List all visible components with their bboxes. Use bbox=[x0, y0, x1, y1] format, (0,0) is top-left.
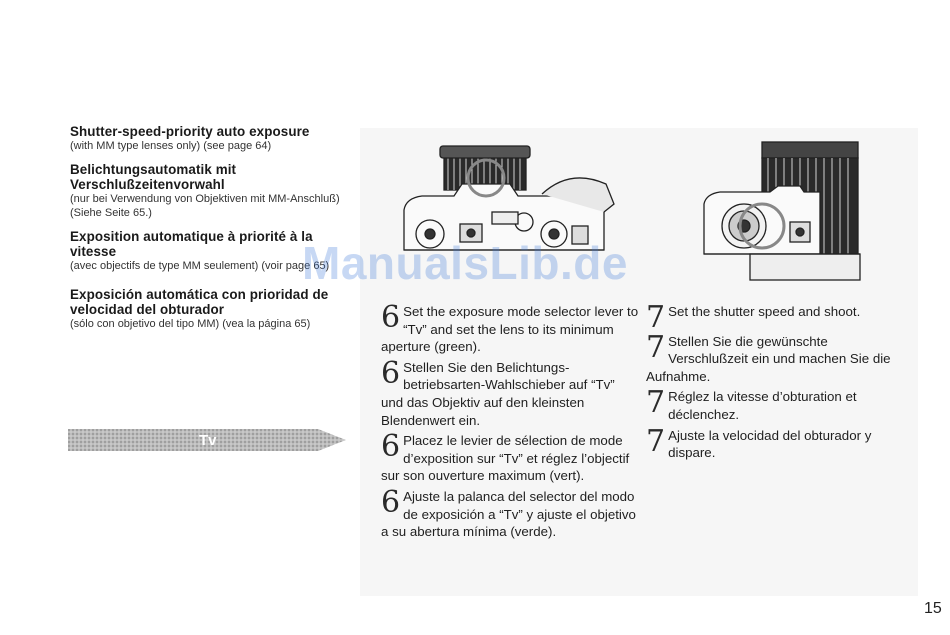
step-text: Ajuste la velocidad del obturador y dispare. bbox=[668, 427, 872, 461]
step-text: Stellen Sie die gewünschte Verschlußzeit ein und machen Sie die Aufnahme. bbox=[646, 333, 891, 384]
section-english bbox=[70, 124, 355, 154]
step6-column bbox=[381, 300, 639, 544]
section-heading: Exposition automatique à priorité à la vitesse bbox=[70, 228, 313, 259]
step-number: 6 bbox=[381, 484, 401, 520]
step7-spanish bbox=[646, 423, 908, 462]
tv-arrow-banner bbox=[68, 425, 346, 455]
section-spanish bbox=[70, 287, 355, 332]
section-heading: Exposición automática con prioridad de velocidad del obturador bbox=[70, 287, 329, 317]
step-text: Placez le levier de sélection de mode d’exposition sur “Tv” et réglez l’objectif sur son ouverture maximum (vert). bbox=[381, 433, 630, 484]
step-number: 7 bbox=[646, 385, 666, 421]
step-text: Set the exposure mode selector lever to “Tv” and set the lens to its minimum aperture (green). bbox=[381, 304, 639, 355]
step7-column bbox=[646, 300, 908, 465]
camera-illustration-step7 bbox=[700, 138, 870, 293]
step-number: 7 bbox=[646, 300, 666, 335]
step-text: Stellen Sie den Belichtungs-betriebsarten-Wahlschieber auf “Tv” und das Objektiv auf den kleinsten Blendenwert ein. bbox=[381, 359, 615, 428]
step-number: 6 bbox=[381, 300, 401, 335]
step6-english bbox=[381, 300, 639, 356]
step-text: Set the shutter speed and shoot. bbox=[668, 304, 861, 319]
banner-label: Tv bbox=[199, 432, 217, 449]
watermark: ManualsLib.de bbox=[302, 237, 628, 289]
step7-english bbox=[646, 300, 908, 335]
section-heading: Belichtungsautomatik mit Verschlußzeitenvorwahl bbox=[70, 161, 237, 192]
section-heading: Shutter-speed-priority auto exposure bbox=[70, 124, 310, 139]
step6-french bbox=[381, 429, 639, 485]
page-number: 15 bbox=[924, 600, 942, 617]
section-note: (sólo con objetivo del tipo MM) (vea la página 65) bbox=[70, 318, 311, 330]
step-number: 6 bbox=[381, 429, 401, 465]
left-column bbox=[70, 124, 355, 340]
step-text: Ajuste la palanca del selector del modo de exposición a “Tv” y ajuste el objetivo a su abertura mínima (verde). bbox=[381, 488, 636, 540]
section-german bbox=[70, 162, 355, 221]
step6-spanish bbox=[381, 484, 639, 541]
step-number: 7 bbox=[646, 423, 666, 459]
section-note: (avec objectifs de type MM seulement) (voir page 65) bbox=[70, 259, 330, 272]
section-note: (with MM type lenses only) (see page 64) bbox=[70, 140, 272, 152]
step-text: Réglez la vitesse d’obturation et déclenchez. bbox=[668, 389, 857, 422]
step-number: 7 bbox=[646, 329, 666, 365]
step7-french bbox=[646, 385, 908, 423]
step-number: 6 bbox=[381, 355, 401, 391]
step7-german bbox=[646, 329, 908, 386]
section-note: (nur bei Verwendung von Objektiven mit MM-Anschluß) (Siehe Seite 65.) bbox=[70, 192, 340, 219]
step6-german bbox=[381, 355, 639, 429]
